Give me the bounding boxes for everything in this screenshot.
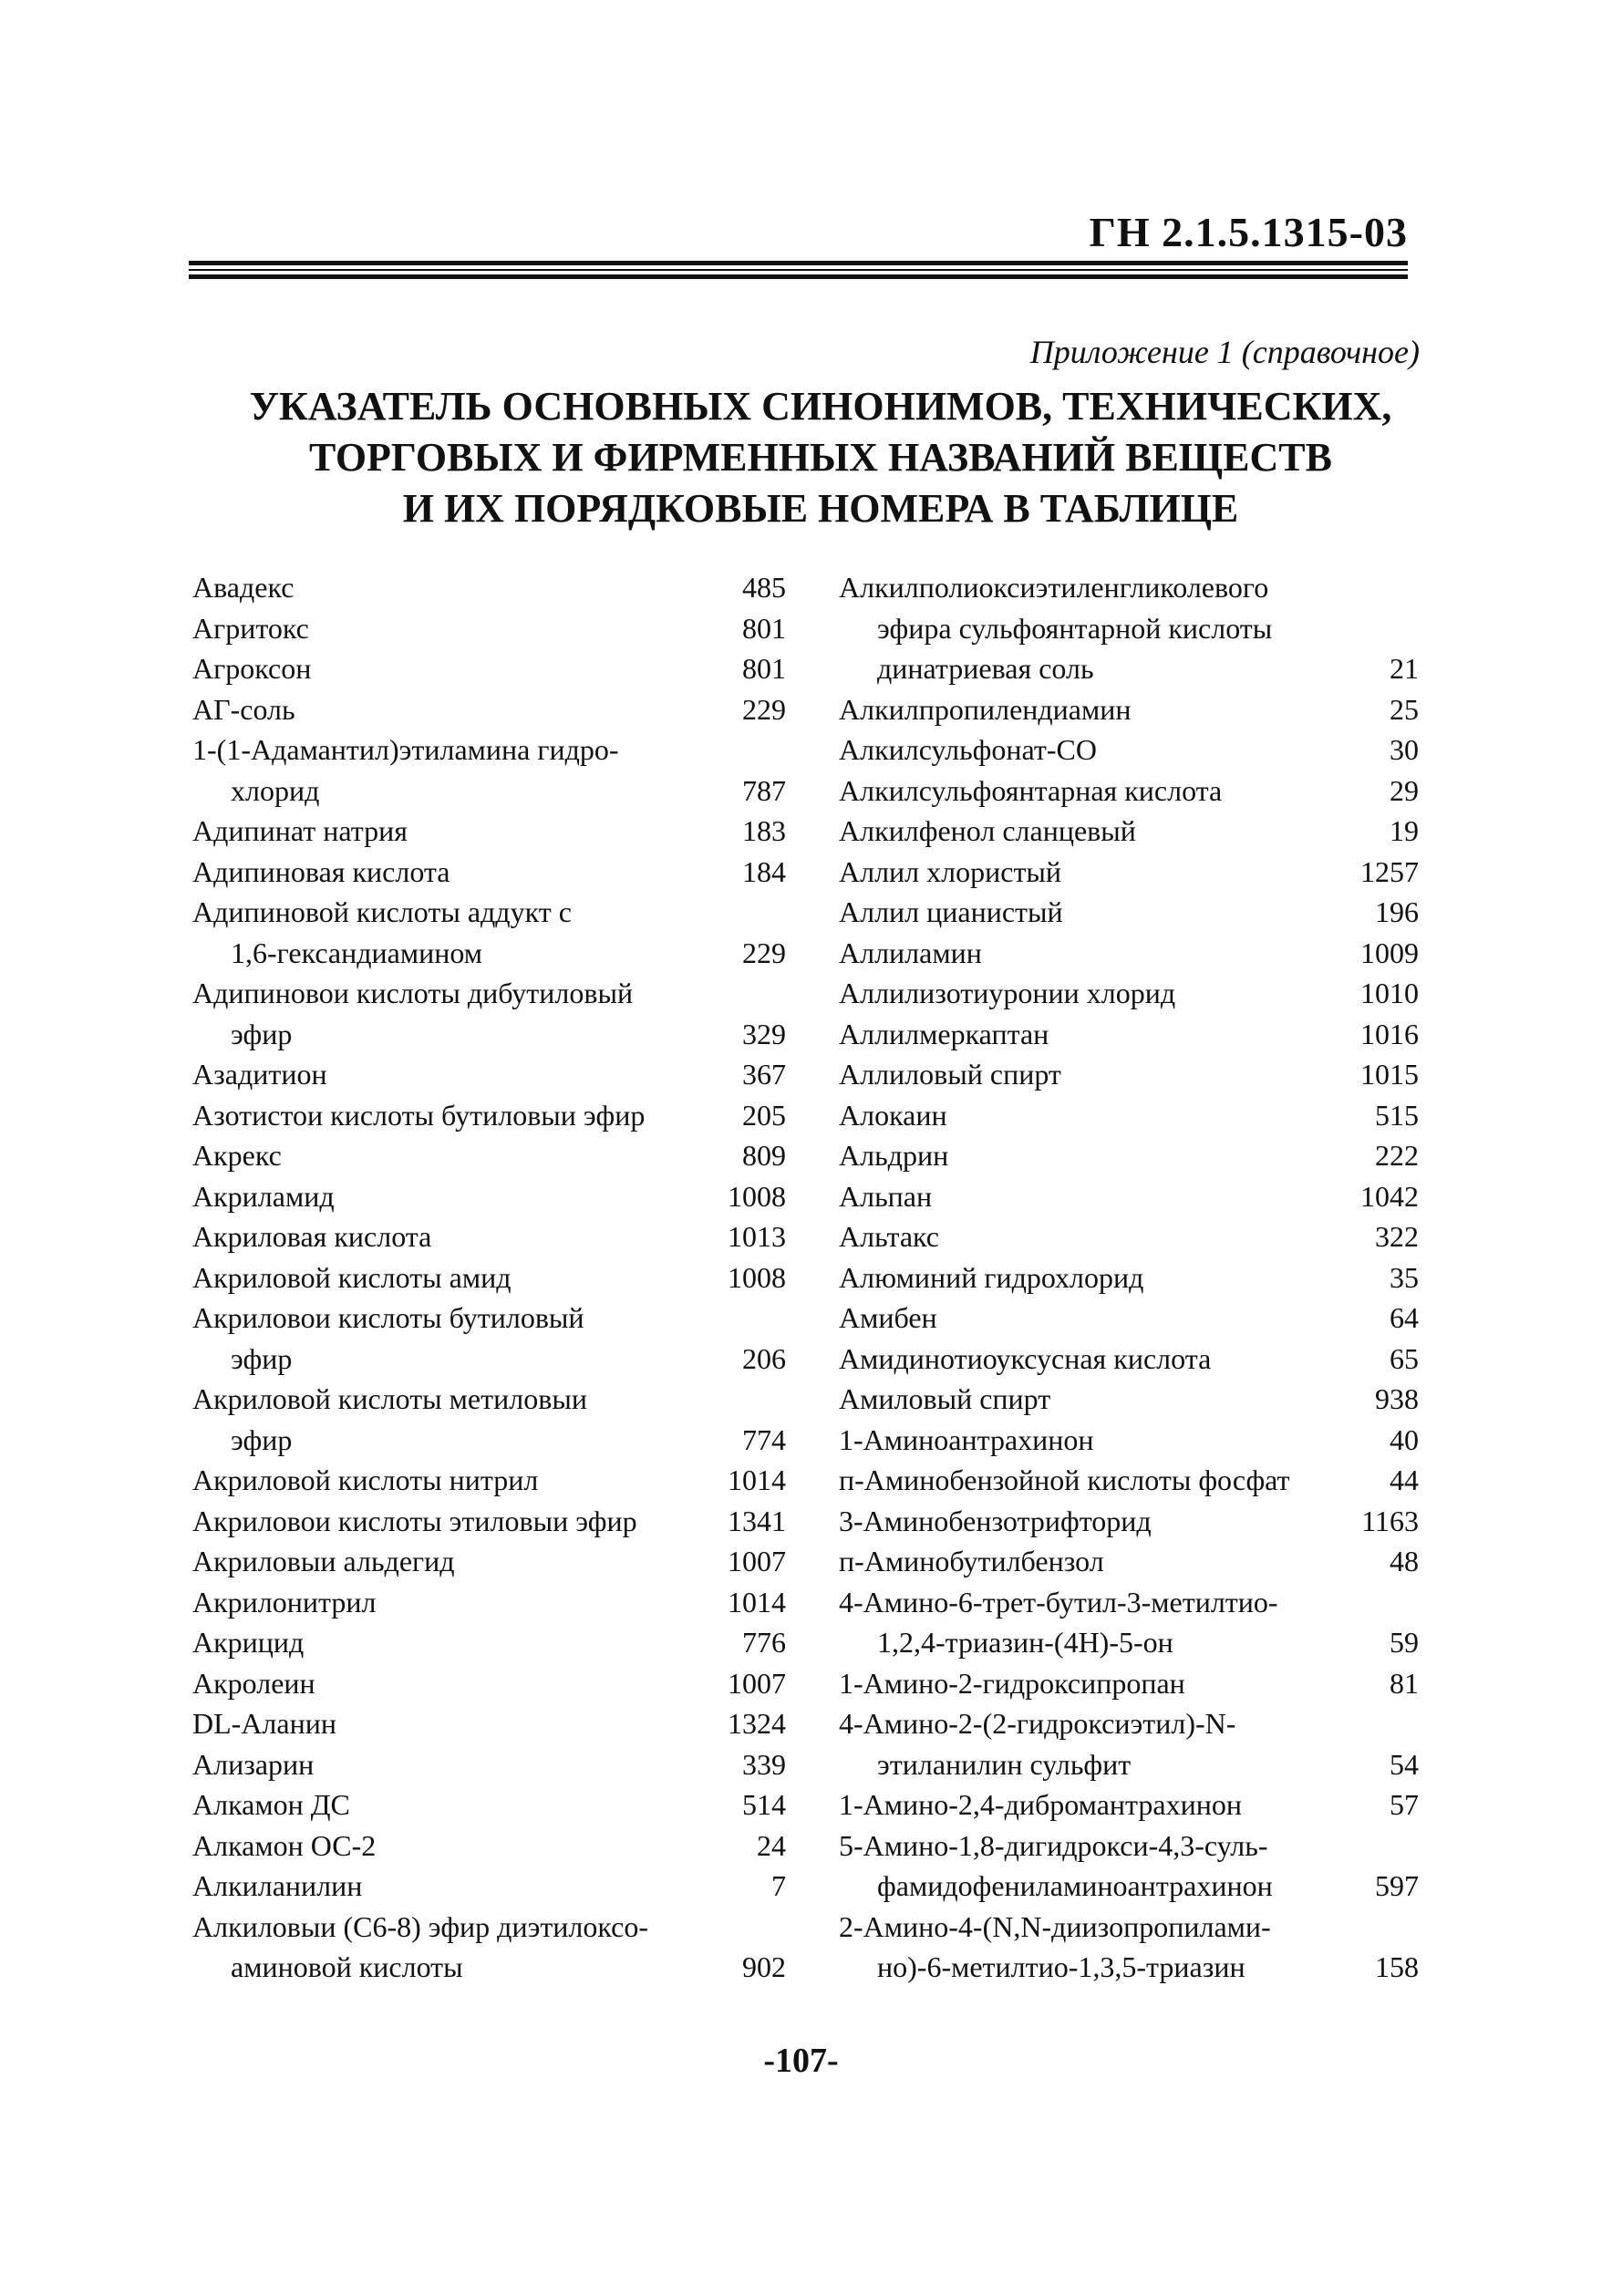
entry-name: Аллил хлористый [839, 854, 1062, 888]
index-entry [839, 1622, 1419, 1663]
index-entry [192, 771, 786, 812]
index-entry [192, 1460, 786, 1501]
index-entry [839, 1541, 1419, 1582]
entry-name: Акриловая кислота [192, 1220, 432, 1253]
index-entry [192, 1135, 786, 1176]
index-entry [839, 1907, 1419, 1948]
entry-name: Альдрин [839, 1139, 949, 1172]
entry-number: 1009 [1360, 936, 1419, 969]
index-entry [192, 1420, 786, 1461]
entry-number: 902 [742, 1950, 786, 1983]
entry-number: 81 [1390, 1666, 1419, 1700]
entry-number: 21 [1390, 652, 1419, 685]
index-entry [192, 1257, 786, 1298]
index-entry [839, 1095, 1419, 1136]
index-entry [839, 1420, 1419, 1461]
page-title [228, 381, 1413, 534]
entry-name: 1,6-гександиамином [231, 936, 482, 969]
index-entry [839, 1663, 1419, 1704]
entry-number: 57 [1390, 1788, 1419, 1821]
index-entry [839, 608, 1419, 649]
entry-number: 339 [742, 1747, 786, 1781]
entry-name: 2-Амино-4-(N,N-диизопропилами- [839, 1909, 1271, 1943]
index-entry [839, 1339, 1419, 1380]
entry-name: Амидинотиоуксусная кислота [839, 1341, 1212, 1375]
index-entry [839, 892, 1419, 933]
entry-name: Аллилизотиуронии хлорид [839, 977, 1176, 1009]
index-entry [839, 852, 1419, 893]
entry-number: 25 [1390, 692, 1419, 726]
entry-number: 1008 [728, 1260, 786, 1294]
index-entry [192, 1622, 786, 1663]
entry-number: 59 [1390, 1626, 1419, 1659]
index-entry [192, 1501, 786, 1542]
entry-name: Амибен [839, 1301, 937, 1334]
entry-number: 801 [742, 611, 786, 645]
entry-name: DL-Аланин [192, 1707, 336, 1740]
index-entry [192, 1663, 786, 1704]
entry-number: 184 [742, 854, 786, 888]
entry-name: 1,2,4-триазин-(4Н)-5-он [877, 1626, 1173, 1659]
index-entry [839, 1703, 1419, 1744]
index-entry [192, 729, 786, 771]
page-number: -107- [763, 2042, 839, 2080]
entry-number: 1163 [1361, 1504, 1419, 1537]
index-entry [192, 1582, 786, 1623]
entry-name: 1-Аминоантрахинон [839, 1422, 1094, 1456]
entry-number: 1015 [1360, 1058, 1419, 1091]
entry-number: 809 [742, 1139, 786, 1172]
entry-name: фамидофениламиноантрахинон [877, 1869, 1273, 1902]
index-entry [839, 1460, 1419, 1501]
entry-number: 515 [1375, 1098, 1419, 1132]
entry-name: 4-Амино-6-трет-бутил-3-метилтио- [839, 1585, 1278, 1619]
entry-name: 4-Амино-2-(2-гидроксиэтил)-N- [839, 1707, 1236, 1740]
entry-number: 40 [1390, 1422, 1419, 1456]
index-entry [192, 1176, 786, 1217]
entry-name: эфира сульфоянтарной кислоты [877, 611, 1273, 645]
entry-name: Алюминий гидрохлорид [839, 1260, 1144, 1294]
entry-name: этиланилин сульфит [877, 1747, 1132, 1781]
entry-name: Акрицид [192, 1626, 305, 1659]
index-left-column [192, 567, 786, 1988]
entry-number: 1008 [728, 1179, 786, 1213]
entry-name: Адипиновой кислоты аддукт с [192, 895, 572, 928]
entry-name: Адипинат натрия [192, 814, 408, 847]
title-line: И ИХ ПОРЯДКОВЫЕ НОМЕРА В ТАБЛИЦЕ [402, 486, 1239, 531]
index-entry [839, 567, 1419, 608]
entry-name: Акриловой кислоты нитрил [192, 1463, 539, 1496]
index-entry [192, 933, 786, 974]
header-rule [189, 269, 1408, 271]
index-entry [192, 608, 786, 649]
entry-name: Алкилсульфоянтарная кислота [839, 773, 1223, 807]
index-entry [192, 1907, 786, 1948]
entry-name: Акриловой кислоты метиловыи [192, 1382, 587, 1415]
entry-number: 322 [1375, 1220, 1419, 1253]
index-entry [192, 892, 786, 933]
entry-number: 206 [742, 1341, 786, 1375]
entry-name: хлорид [231, 773, 320, 807]
entry-number: 1014 [728, 1585, 786, 1619]
entry-number: 35 [1390, 1260, 1419, 1294]
entry-number: 54 [1390, 1747, 1419, 1781]
index-entry [192, 1014, 786, 1055]
entry-number: 1324 [728, 1707, 786, 1740]
entry-number: 1010 [1360, 977, 1419, 1009]
entry-name: Алкилполиоксиэтиленгликолевого [839, 571, 1269, 604]
entry-number: 64 [1390, 1301, 1419, 1334]
index-entry [839, 933, 1419, 974]
entry-name: п-Аминобензойной кислоты фосфат [839, 1463, 1290, 1496]
index-entry [839, 1379, 1419, 1420]
entry-name: Алкамон ДС [192, 1788, 350, 1821]
entry-number: 774 [742, 1422, 786, 1456]
entry-number: 485 [742, 571, 786, 604]
index-entry [839, 1582, 1419, 1623]
entry-number: 19 [1390, 814, 1419, 847]
entry-number: 205 [742, 1098, 786, 1132]
index-entry [839, 648, 1419, 689]
index-entry [839, 811, 1419, 852]
entry-name: Альпан [839, 1179, 933, 1213]
entry-name: 1-Амино-2-гидроксипропан [839, 1666, 1185, 1700]
index-entry [192, 1703, 786, 1744]
entry-name: Акрилонитрил [192, 1585, 377, 1619]
entry-name: АГ-соль [192, 692, 295, 726]
index-entry [839, 1054, 1419, 1095]
entry-number: 597 [1375, 1869, 1419, 1902]
header-rule [189, 261, 1408, 265]
entry-name: Авадекс [192, 571, 295, 604]
entry-name: Аллиламин [839, 936, 982, 969]
entry-number: 222 [1375, 1139, 1419, 1172]
entry-number: 48 [1390, 1545, 1419, 1577]
entry-name: Алкиловыи (C6-8) эфир диэтилоксо- [192, 1909, 648, 1943]
index-entry [839, 1176, 1419, 1217]
entry-name: Акриловыи альдегид [192, 1545, 455, 1577]
index-entry [839, 1866, 1419, 1907]
entry-number: 44 [1390, 1463, 1419, 1496]
entry-name: эфир [231, 1341, 293, 1375]
entry-name: Алкилпропилендиамин [839, 692, 1132, 726]
entry-name: Алкиланилин [192, 1869, 363, 1902]
title-line: УКАЗАТЕЛЬ ОСНОВНЫХ СИНОНИМОВ, ТЕХНИЧЕСКИХ, [249, 384, 1392, 429]
entry-number: 938 [1375, 1382, 1419, 1415]
index-entry [192, 648, 786, 689]
entry-number: 65 [1390, 1341, 1419, 1375]
index-right-column [839, 567, 1419, 1988]
entry-number: 7 [771, 1869, 786, 1902]
index-entry [192, 1784, 786, 1825]
entry-name: Ализарин [192, 1747, 315, 1781]
index-entry [192, 1339, 786, 1380]
entry-name: Аллиловый спирт [839, 1058, 1061, 1091]
entry-number: 329 [742, 1017, 786, 1050]
entry-number: 787 [742, 773, 786, 807]
entry-number: 1042 [1360, 1179, 1419, 1213]
entry-name: Аллил цианистый [839, 895, 1063, 928]
index-entry [192, 852, 786, 893]
entry-name: эфир [231, 1422, 293, 1456]
index-entry [839, 1947, 1419, 1988]
index-entry [192, 567, 786, 608]
index-entry [192, 1095, 786, 1136]
entry-number: 158 [1375, 1950, 1419, 1983]
appendix-label: Приложение 1 (справочное) [1029, 334, 1420, 370]
index-entry [192, 1541, 786, 1582]
entry-name: Агроксон [192, 652, 312, 685]
index-entry [192, 1298, 786, 1339]
entry-name: Агритокс [192, 611, 309, 645]
index-entry [192, 1216, 786, 1257]
index-entry [839, 1135, 1419, 1176]
entry-name: аминовой кислоты [231, 1950, 463, 1983]
entry-name: Акриламид [192, 1179, 335, 1213]
index-entry [192, 1825, 786, 1867]
entry-name: Акролеин [192, 1666, 315, 1700]
entry-number: 776 [742, 1626, 786, 1659]
entry-name: Азотистои кислоты бутиловыи эфир [192, 1098, 646, 1132]
entry-name: эфир [231, 1017, 293, 1050]
index-entry [192, 689, 786, 730]
index-entry [192, 1866, 786, 1907]
index-entry [839, 1744, 1419, 1785]
index-entry [839, 1825, 1419, 1867]
entry-name: Адипиновои кислоты дибутиловый [192, 977, 634, 1009]
entry-name: Адипиновая кислота [192, 854, 450, 888]
index-entry [839, 1216, 1419, 1257]
entry-name: Акриловой кислоты амид [192, 1260, 512, 1294]
entry-name: 1-(1-Адамантил)этиламина гидро- [192, 733, 619, 766]
index-entry [839, 689, 1419, 730]
title-line: ТОРГОВЫХ И ФИРМЕННЫХ НАЗВАНИЙ ВЕЩЕСТВ [309, 435, 1332, 480]
entry-number: 183 [742, 814, 786, 847]
index-entry [192, 973, 786, 1014]
entry-number: 1013 [728, 1220, 786, 1253]
entry-number: 1016 [1360, 1017, 1419, 1050]
entry-number: 1341 [728, 1504, 786, 1537]
entry-number: 1257 [1360, 854, 1419, 888]
entry-name: Амиловый спирт [839, 1382, 1051, 1415]
entry-name: 5-Амино-1,8-дигидрокси-4,3-суль- [839, 1828, 1268, 1862]
index-entry [192, 1947, 786, 1988]
index-entry [192, 811, 786, 852]
entry-name: Алкилфенол сланцевый [839, 814, 1136, 847]
entry-number: 801 [742, 652, 786, 685]
entry-name: Алкилсульфонат-СО [839, 733, 1097, 766]
index-entry [839, 973, 1419, 1014]
entry-number: 196 [1375, 895, 1419, 928]
index-entry [192, 1054, 786, 1095]
index-entry [839, 1014, 1419, 1055]
index-entry [839, 729, 1419, 771]
entry-name: Азадитион [192, 1058, 327, 1091]
entry-number: 514 [742, 1788, 786, 1821]
index-entry [839, 1501, 1419, 1542]
entry-name: динатриевая соль [877, 652, 1094, 685]
index-entry [192, 1744, 786, 1785]
document-code: ГН 2.1.5.1315-03 [1089, 209, 1408, 255]
entry-name: п-Аминобутилбензол [839, 1545, 1104, 1577]
entry-number: 1007 [728, 1545, 786, 1577]
entry-name: но)-6-метилтио-1,3,5-триазин [877, 1950, 1245, 1983]
entry-number: 24 [757, 1828, 786, 1862]
entry-name: Акриловои кислоты бутиловый [192, 1301, 584, 1334]
entry-name: 3-Аминобензотрифторид [839, 1504, 1152, 1537]
index-entry [839, 1784, 1419, 1825]
index-entry [839, 771, 1419, 812]
entry-name: Алкамон ОС-2 [192, 1828, 377, 1862]
entry-name: Аллилмеркаптан [839, 1017, 1049, 1050]
entry-name: Алокаин [839, 1098, 947, 1132]
index-entry [839, 1257, 1419, 1298]
header-rule [189, 274, 1408, 279]
entry-name: Альтакс [839, 1220, 939, 1253]
entry-name: Акриловои кислоты этиловыи эфир [192, 1504, 637, 1537]
entry-number: 229 [742, 936, 786, 969]
index-entry [192, 1379, 786, 1420]
entry-number: 1007 [728, 1666, 786, 1700]
entry-number: 229 [742, 692, 786, 726]
entry-name: Акрекс [192, 1139, 282, 1172]
entry-number: 30 [1390, 733, 1419, 766]
entry-name: 1-Амино-2,4-дибромантрахинон [839, 1788, 1242, 1821]
index-entry [839, 1298, 1419, 1339]
entry-number: 1014 [728, 1463, 786, 1496]
entry-number: 367 [742, 1058, 786, 1091]
entry-number: 29 [1390, 773, 1419, 807]
